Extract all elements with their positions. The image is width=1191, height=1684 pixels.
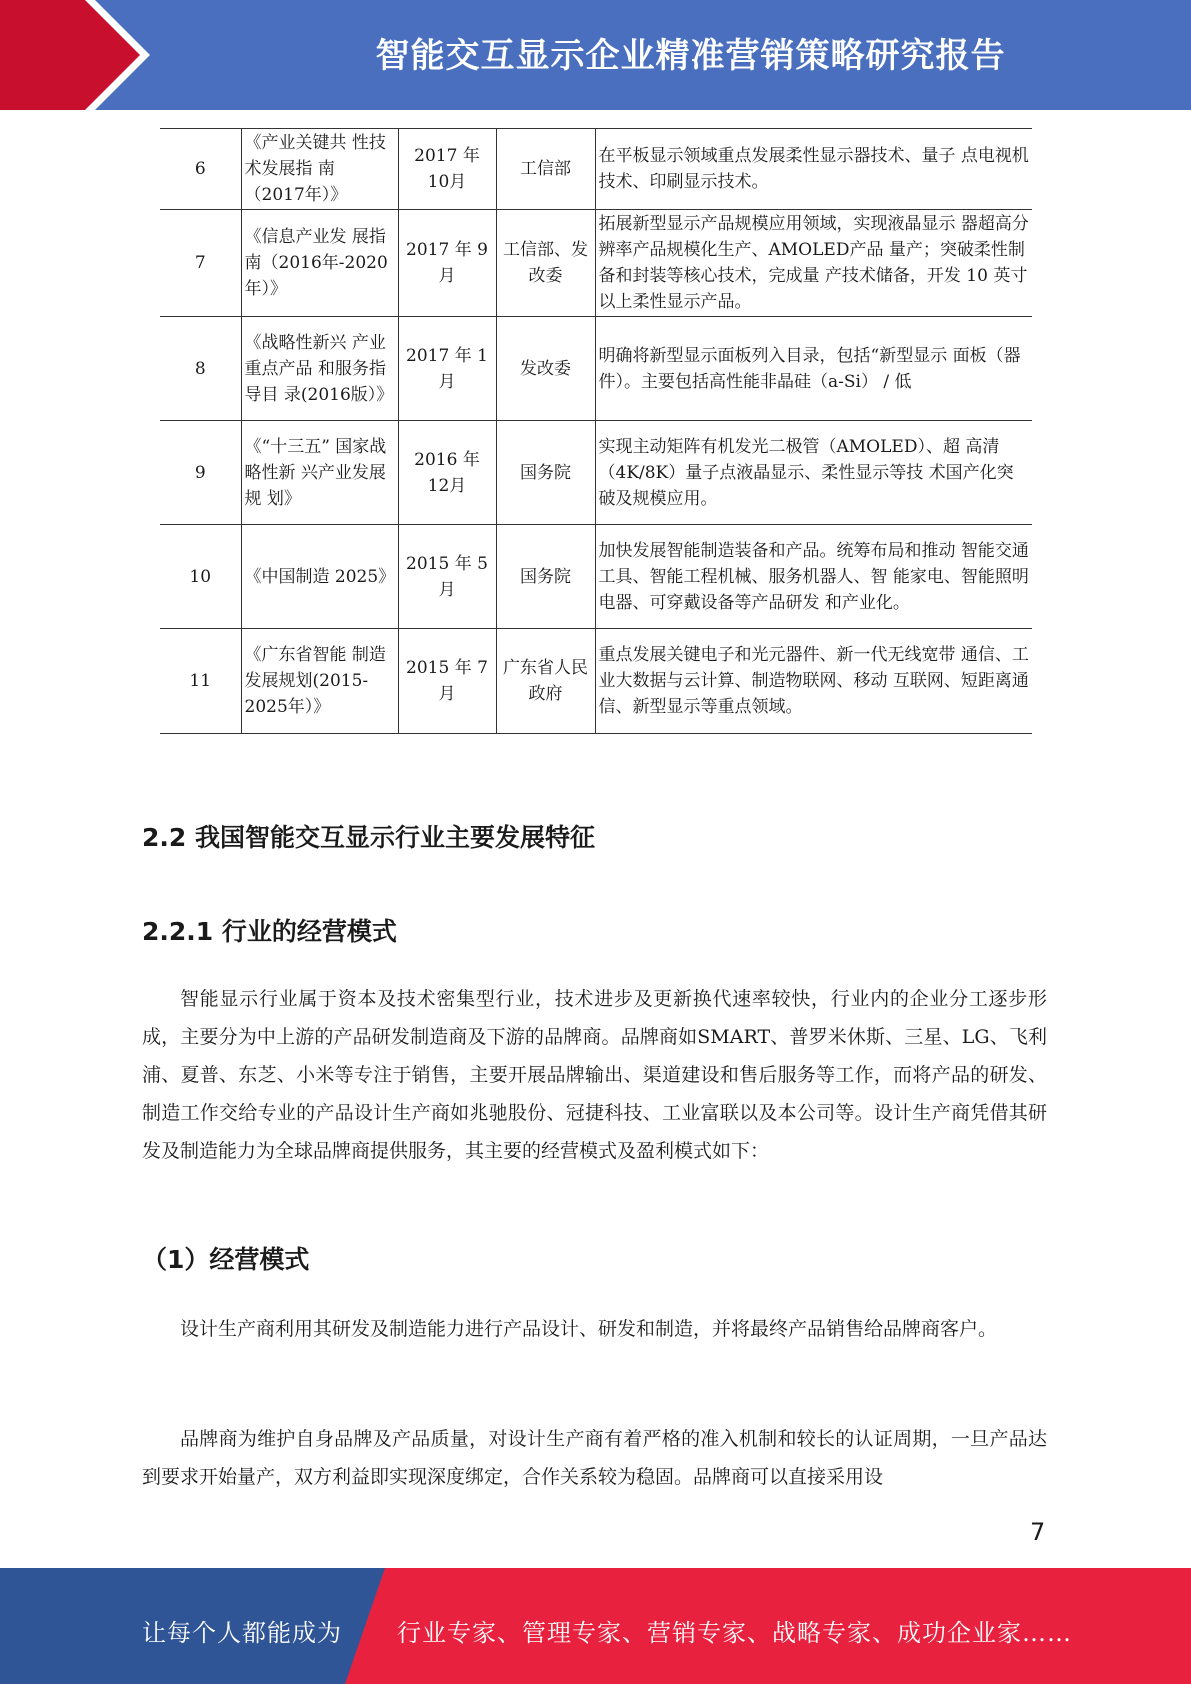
body-paragraph: 设计生产商利用其研发及制造能力进行产品设计、研发和制造，并将最终产品销售给品牌商客户。 bbox=[180, 1318, 998, 1340]
policy-content: 重点发展关键电子和光元器件、新一代无线宽带 通信、工业大数据与云计算、制造物联网、移动 互联网、短距离通信、新型显示等重点领域。 bbox=[595, 629, 1032, 734]
issuing-dept: 广东省人民政府 bbox=[496, 629, 595, 734]
table-row bbox=[160, 210, 1032, 317]
policy-content: 实现主动矩阵有机发光二极管（AMOLED）、超 高清（4K/8K）量子点液晶显示、柔性显示等技 术国产化突破及规模应用。 bbox=[595, 421, 1032, 525]
document-title: 智能交互显示企业精准营销策略研究报告 bbox=[375, 36, 1006, 76]
issue-date: 2015 年 7 月 bbox=[398, 629, 496, 734]
header-red-arrow-icon bbox=[0, 0, 160, 110]
policy-name: 《“十三五” 国家战略性新 兴产业发展规 划》 bbox=[241, 421, 398, 525]
issue-date: 2015 年 5 月 bbox=[398, 525, 496, 629]
section-heading: 2.2 我国智能交互显示行业主要发展特征 bbox=[142, 823, 595, 852]
page-header bbox=[0, 0, 1191, 110]
footer-slogan-left: 让每个人都能成为 bbox=[142, 1619, 342, 1647]
row-number: 8 bbox=[160, 317, 241, 421]
row-number: 9 bbox=[160, 421, 241, 525]
row-number: 7 bbox=[160, 210, 241, 317]
issue-date: 2017 年 9 月 bbox=[398, 210, 496, 317]
policy-content: 拓展新型显示产品规模应用领域，实现液晶显示 器超高分辨率产品规模化生产、AMOLED产品 量产；突破柔性制备和封装等核心技术，完成量 产技术储备，开发 10 英寸以上柔性显示产品。 bbox=[595, 210, 1032, 317]
body-paragraph: 品牌商为维护自身品牌及产品质量，对设计生产商有着严格的准入机制和较长的认证周期，一旦产品达到要求开始量产，双方利益即实现深度绑定，合作关系较为稳固。品牌商可以直接采用设 bbox=[142, 1428, 1047, 1488]
policy-name: 《战略性新兴 产业重点产品 和服务指导目 录(2016版）》 bbox=[241, 317, 398, 421]
policy-content: 加快发展智能制造装备和产品。统筹布局和推动 智能交通工具、智能工程机械、服务机器人、智 能家电、智能照明电器、可穿戴设备等产品研发 和产业化。 bbox=[595, 525, 1032, 629]
body-paragraph: 智能显示行业属于资本及技术密集型行业，技术进步及更新换代速率较快，行业内的企业分工逐步形成，主要分为中上游的产品研发制造商及下游的品牌商。品牌商如SMART、普罗米休斯、三星、LG、飞利浦、夏普、东芝、小米等专注于销售，主要开展品牌输出、渠道建设和售后服务等工作，而将产品的研发、制造工作交给专业的产品设计生产商如兆驰股份、冠捷科技、工业富联以及本公司等。设计生产商凭借其研发及制造能力为全球品牌商提供服务，其主要的经营模式及盈利模式如下： bbox=[142, 988, 1047, 1162]
table-row bbox=[160, 317, 1032, 421]
issue-date: 2017 年 1 月 bbox=[398, 317, 496, 421]
issuing-dept: 国务院 bbox=[496, 525, 595, 629]
issue-date: 2016 年 12月 bbox=[398, 421, 496, 525]
row-number: 11 bbox=[160, 629, 241, 734]
table-row bbox=[160, 421, 1032, 525]
policy-content: 明确将新型显示面板列入目录，包括“新型显示 面板（器件）。主要包括高性能非晶硅（a-Si） / 低 bbox=[595, 317, 1032, 421]
policy-name: 《产业关键共 性技术发展指 南（2017年）》 bbox=[241, 129, 398, 210]
issuing-dept: 发改委 bbox=[496, 317, 595, 421]
issuing-dept: 工信部、发改委 bbox=[496, 210, 595, 317]
issue-date: 2017 年 10月 bbox=[398, 129, 496, 210]
table-row bbox=[160, 629, 1032, 734]
policy-name: 《中国制造 2025》 bbox=[241, 525, 398, 629]
policy-table bbox=[160, 128, 1032, 734]
table-row bbox=[160, 525, 1032, 629]
page-number: 7 bbox=[1030, 1518, 1046, 1546]
table-row bbox=[160, 129, 1032, 210]
row-number: 6 bbox=[160, 129, 241, 210]
policy-name: 《信息产业发 展指南（2016年-2020年）》 bbox=[241, 210, 398, 317]
issuing-dept: 国务院 bbox=[496, 421, 595, 525]
footer-slogan-right: 行业专家、管理专家、营销专家、战略专家、成功企业家…… bbox=[397, 1619, 1072, 1647]
subsubsection-heading: （1）经营模式 bbox=[142, 1245, 310, 1274]
subsection-heading: 2.2.1 行业的经营模式 bbox=[142, 917, 397, 946]
row-number: 10 bbox=[160, 525, 241, 629]
policy-content: 在平板显示领域重点发展柔性显示器技术、量子 点电视机技术、印刷显示技术。 bbox=[595, 129, 1032, 210]
issuing-dept: 工信部 bbox=[496, 129, 595, 210]
policy-name: 《广东省智能 制造发展规划(2015-2025年）》 bbox=[241, 629, 398, 734]
page-footer bbox=[0, 1568, 1191, 1684]
